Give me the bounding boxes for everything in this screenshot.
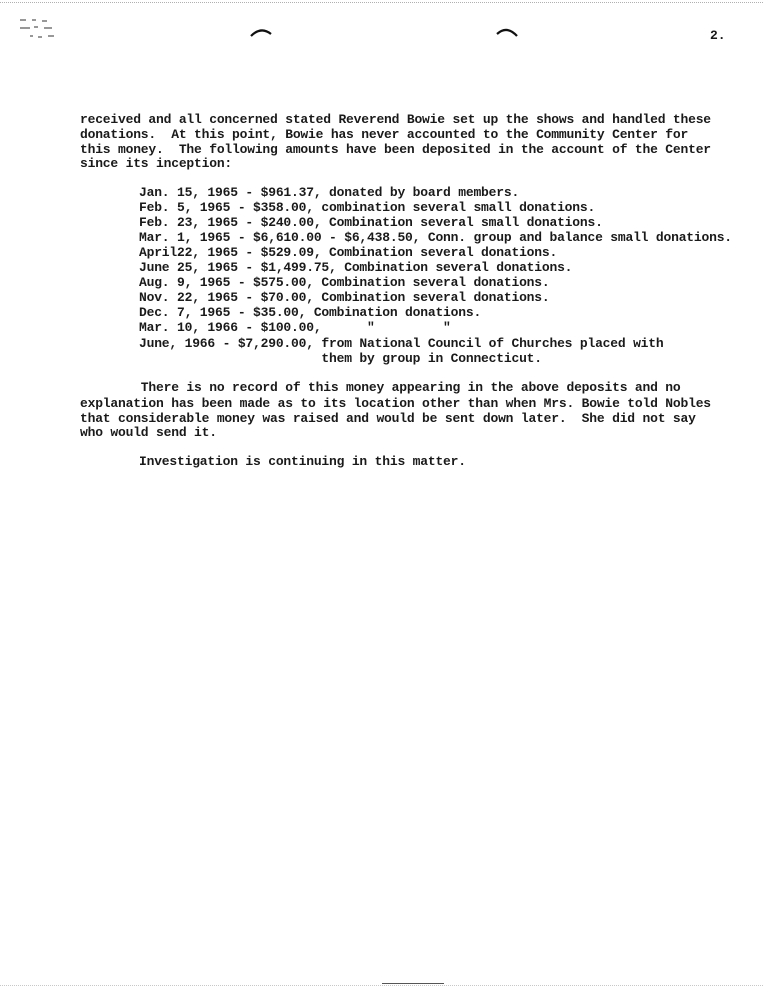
paragraph-line: this money. The following amounts have been deposited in the account of the Center (80, 142, 711, 157)
deposit-entry: Mar. 1, 1965 - $6,610.00 - $6,438.50, Conn. group and balance small donations. (139, 230, 732, 245)
paragraph-line: There is no record of this money appearing in the above deposits and no (80, 380, 681, 395)
deposit-entry: Jan. 15, 1965 - $961.37, donated by board members. (139, 185, 520, 200)
paragraph-line: explanation has been made as to its location other than when Mrs. Bowie told Nobles (80, 396, 711, 411)
page-number: 2. (710, 28, 726, 43)
top-edge-dots (0, 2, 763, 3)
paragraph-line: who would send it. (80, 425, 217, 440)
paragraph-line: donations. At this point, Bowie has never accounted to the Community Center for (80, 127, 689, 142)
deposit-entry: June, 1966 - $7,290.00, from National Council of Churches placed with (139, 336, 664, 351)
header-arc-mark-right (496, 26, 518, 38)
paragraph-line: since its inception: (80, 156, 233, 171)
bottom-rule-mark (382, 983, 444, 984)
deposit-entry: April22, 1965 - $529.09, Combination several donations. (139, 245, 558, 260)
deposit-entry: Dec. 7, 1965 - $35.00, Combination donations. (139, 305, 482, 320)
scan-smudge-mark (18, 16, 78, 44)
paragraph-line: that considerable money was raised and would be sent down later. She did not say (80, 411, 696, 426)
header-arc-mark-left (250, 26, 272, 38)
deposit-entry: Mar. 10, 1966 - $100.00, " " (139, 320, 451, 335)
deposit-entry: Nov. 22, 1965 - $70.00, Combination several donations. (139, 290, 550, 305)
deposit-entry-continuation: them by group in Connecticut. (139, 351, 542, 366)
deposit-entry: Feb. 5, 1965 - $358.00, combination several small donations. (139, 200, 596, 215)
deposit-entry: June 25, 1965 - $1,499.75, Combination several donations. (139, 260, 573, 275)
bottom-edge-dots (0, 985, 763, 986)
closing-line: Investigation is continuing in this matter. (139, 454, 466, 469)
deposit-entry: Aug. 9, 1965 - $575.00, Combination several donations. (139, 275, 550, 290)
paragraph-line: received and all concerned stated Reverend Bowie set up the shows and handled these (80, 112, 711, 127)
deposit-entry: Feb. 23, 1965 - $240.00, Combination several small donations. (139, 215, 603, 230)
